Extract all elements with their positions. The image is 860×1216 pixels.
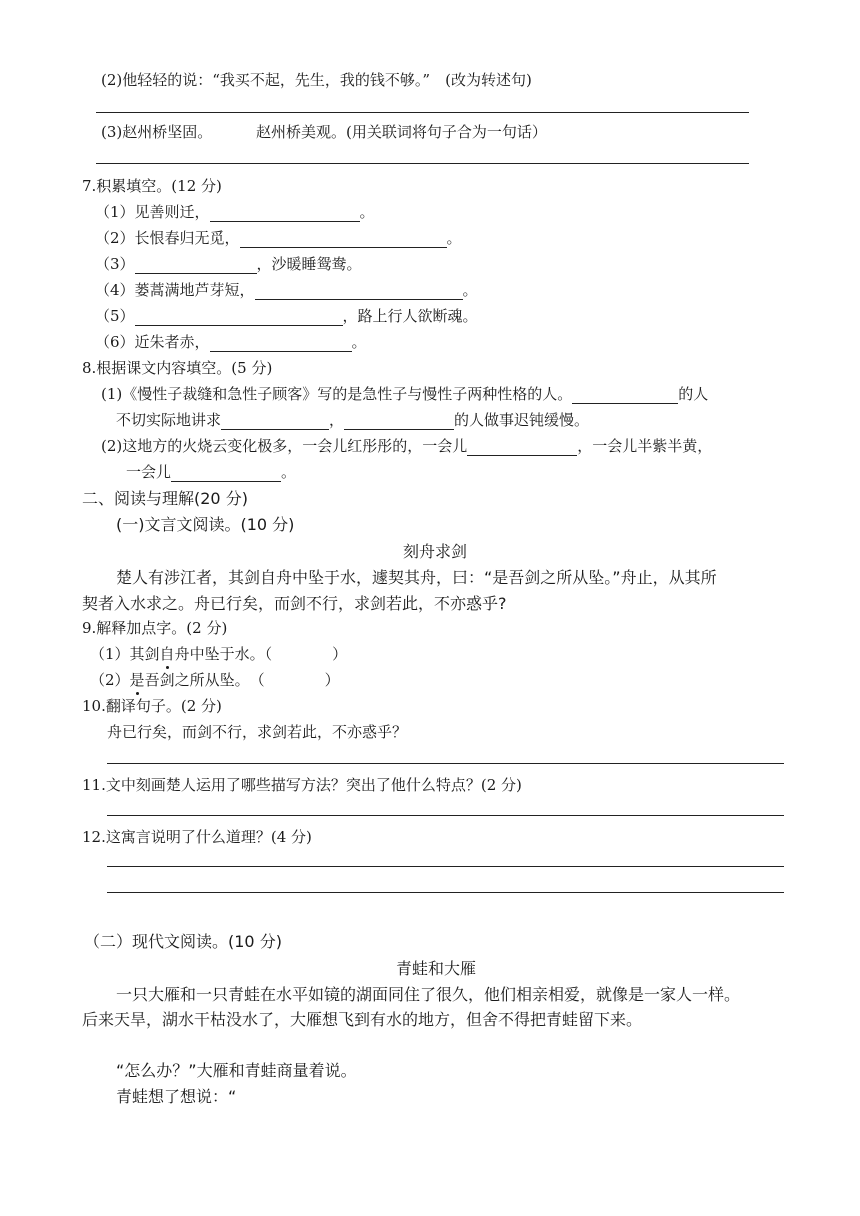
blank[interactable] xyxy=(240,232,447,248)
blank[interactable] xyxy=(135,258,257,274)
section2-title: 二、阅读与理解(20 分) xyxy=(82,489,248,508)
q9-line2-text: （2） xyxy=(90,671,130,689)
q9-title: 9.解释加点字。(2 分) xyxy=(82,619,228,637)
blank[interactable] xyxy=(572,388,678,404)
q7-line6-prefix: （6）近朱者赤， xyxy=(95,333,210,351)
q7-line5-suffix: ，路上行人欲断魂。 xyxy=(342,307,478,325)
part1-title: (一)文言文阅读。(10 分) xyxy=(116,515,295,534)
q7-line6-suffix: 。 xyxy=(351,333,367,351)
q8-p1-text: 的人做事迟钝缓慢。 xyxy=(454,411,590,429)
passage1-line1: 楚人有涉江者，其剑自舟中坠于水，遽契其舟，曰：“是吾剑之所从坠。”舟止，从其所 xyxy=(116,568,717,587)
q9-line2-text: 吾剑之所从坠。 （ ） xyxy=(144,671,340,689)
q12-title: 12.这寓言说明了什么道理？(4 分) xyxy=(82,828,312,846)
blank[interactable] xyxy=(171,466,281,482)
q8-p1-line2 xyxy=(116,409,589,430)
q9-line1 xyxy=(90,643,347,664)
q8-title: 8.根据课文内容填空。(5 分) xyxy=(82,359,273,377)
blank[interactable] xyxy=(210,336,352,352)
q7-title: 7.积累填空。(12 分) xyxy=(82,177,222,195)
q8-p1-text: 不切实际地讲求 xyxy=(116,411,222,429)
answer-line[interactable] xyxy=(107,892,784,893)
passage2-line3: “怎么办？”大雁和青蛙商量着说。 xyxy=(116,1061,357,1080)
passage1-title: 刻舟求剑 xyxy=(403,542,468,561)
answer-line[interactable] xyxy=(107,815,784,816)
q6-item2: (2)他轻轻的说：“我买不起，先生，我的钱不够。” (改为转述句) xyxy=(101,71,532,89)
q7-line4-prefix: （4）蒌蒿满地芦芽短， xyxy=(95,281,255,299)
blank[interactable] xyxy=(221,414,329,430)
dotted-char: 自 xyxy=(159,645,175,663)
q8-p2-text: (2)这地方的火烧云变化极多，一会儿红彤彤的，一会儿 xyxy=(101,437,468,455)
q7-line2-suffix: 。 xyxy=(446,229,462,247)
blank[interactable] xyxy=(255,284,463,300)
q7-line5-prefix: （5） xyxy=(95,307,135,325)
passage2-title: 青蛙和大雁 xyxy=(396,959,477,978)
passage2-line1: 一只大雁和一只青蛙在水平如镜的湖面同住了很久，他们相亲相爱，就像是一家人一样。 xyxy=(116,985,741,1004)
part2-title: （二）现代文阅读。(10 分) xyxy=(84,932,282,951)
q8-p1-text: (1)《慢性子裁缝和急性子顾客》写的是急性子与慢性子两种性格的人。 xyxy=(101,385,573,403)
q6-item3-a: (3)赵州桥坚固。 xyxy=(101,123,213,141)
q8-p2-line1 xyxy=(101,435,712,456)
blank[interactable] xyxy=(467,440,577,456)
q7-line6 xyxy=(95,331,367,352)
q7-line1-suffix: 。 xyxy=(359,203,375,221)
q7-line1-prefix: （1）见善则迁， xyxy=(95,203,210,221)
q7-line2-prefix: （2）长恨春归无觅， xyxy=(95,229,240,247)
q8-p1-text: 的人 xyxy=(678,385,709,403)
q7-line4-suffix: 。 xyxy=(462,281,478,299)
q8-p1-text: ， xyxy=(329,411,345,429)
q8-p1-line1 xyxy=(101,383,708,404)
passage2-line2: 后来天旱，湖水干枯没水了，大雁想飞到有水的地方，但舍不得把青蛙留下来。 xyxy=(82,1010,643,1029)
q6-item3-b: 赵州桥美观。(用关联词将句子合为一句话） xyxy=(256,123,547,141)
q11-title: 11.文中刻画楚人运用了哪些描写方法？突出了他什么特点？(2 分) xyxy=(82,776,522,794)
answer-line[interactable] xyxy=(96,163,749,164)
q7-line3-suffix: ，沙暖睡鸳鸯。 xyxy=(256,255,362,273)
answer-line[interactable] xyxy=(107,763,784,764)
q7-line3 xyxy=(95,253,362,274)
blank[interactable] xyxy=(210,206,360,222)
passage1-line2: 契者入水求之。舟已行矣，而剑不行，求剑若此，不亦惑乎? xyxy=(82,594,507,613)
blank[interactable] xyxy=(135,310,343,326)
q8-p2-text: ，一会儿半紫半黄， xyxy=(577,437,713,455)
q7-line3-prefix: （3） xyxy=(95,255,135,273)
blank[interactable] xyxy=(344,414,454,430)
q9-line2 xyxy=(90,669,340,690)
q7-line2 xyxy=(95,227,462,248)
q8-p2-line2 xyxy=(126,461,296,482)
answer-line[interactable] xyxy=(96,112,749,113)
q9-line1-text: 舟中坠于水。（ ） xyxy=(174,645,348,663)
passage2-line4: 青蛙想了想说：“ xyxy=(116,1087,237,1106)
q8-p2-text: 一会儿 xyxy=(126,463,172,481)
dotted-char: 是 xyxy=(129,671,145,689)
q7-line5 xyxy=(95,305,478,326)
q8-p2-text: 。 xyxy=(281,463,297,481)
answer-line[interactable] xyxy=(107,866,784,867)
q9-line1-text: （1）其剑 xyxy=(90,645,160,663)
q7-line1 xyxy=(95,201,375,222)
q7-line4 xyxy=(95,279,478,300)
q10-title: 10.翻译句子。(2 分) xyxy=(82,697,222,715)
q10-sentence: 舟已行矣，而剑不行，求剑若此，不亦惑乎？ xyxy=(107,723,408,741)
